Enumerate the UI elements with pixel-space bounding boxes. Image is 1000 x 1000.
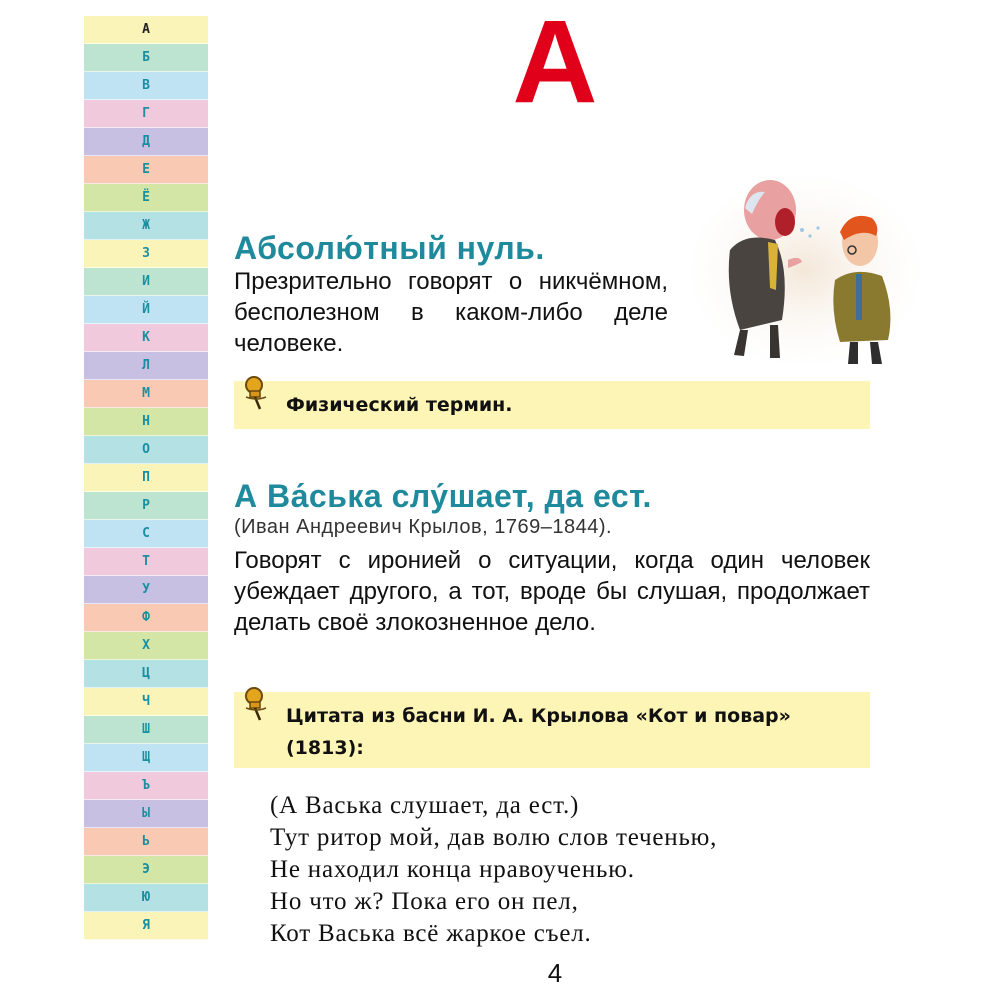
page-number: 4 (547, 958, 563, 988)
alphabet-letter: Ъ (84, 772, 208, 800)
alphabet-letter: У (84, 576, 208, 604)
alphabet-letter: Ю (84, 884, 208, 912)
alphabet-letter: А (84, 16, 208, 44)
alphabet-letter: В (84, 72, 208, 100)
note-text-1: Физический термин. (286, 394, 513, 416)
pushpin-icon (240, 375, 276, 415)
entry-title-1: Абсолю́тный нуль. (234, 230, 545, 266)
alphabet-letter: Ы (84, 800, 208, 828)
alphabet-letter: С (84, 520, 208, 548)
alphabet-letter: Э (84, 856, 208, 884)
alphabet-letter: Н (84, 408, 208, 436)
section-letter: А (512, 0, 598, 128)
pushpin-icon (240, 686, 276, 726)
note-box-1 (234, 381, 870, 429)
alphabet-index (84, 16, 208, 940)
alphabet-letter: Т (84, 548, 208, 576)
alphabet-letter: Б (84, 44, 208, 72)
poem-line: Кот Васька всё жаркое съел. (270, 920, 592, 947)
illustration-arguing-men (690, 170, 920, 370)
alphabet-letter: К (84, 324, 208, 352)
alphabet-letter: Ч (84, 688, 208, 716)
alphabet-letter: Х (84, 632, 208, 660)
entry-author-2: (Иван Андреевич Крылов, 1769–1844). (234, 516, 613, 538)
alphabet-letter: Я (84, 912, 208, 940)
alphabet-letter: Ш (84, 716, 208, 744)
poem-line: Но что ж? Пока его он пел, (270, 888, 579, 915)
alphabet-letter: П (84, 464, 208, 492)
entry-text-2: Говорят с иронией о ситуации, когда один человек убеждает другого, а тот, вроде бы слушая, продолжает делать своё злокозненное дело. (234, 547, 870, 636)
alphabet-letter: О (84, 436, 208, 464)
poem-line: (А Васька слушает, да ест.) (270, 792, 580, 819)
alphabet-letter: Ц (84, 660, 208, 688)
poem-line: Тут ритор мой, дав волю слов теченью, (270, 824, 718, 851)
note-text-2: Цитата из басни И. А. Крылова «Кот и повар» (1813): (286, 705, 791, 759)
poem-quote (270, 790, 717, 950)
alphabet-letter: Щ (84, 744, 208, 772)
alphabet-letter: Ё (84, 184, 208, 212)
alphabet-letter: Е (84, 156, 208, 184)
alphabet-letter: З (84, 240, 208, 268)
alphabet-letter: Й (84, 296, 208, 324)
poem-line: Не находил конца нравоученью. (270, 856, 635, 883)
alphabet-letter: И (84, 268, 208, 296)
alphabet-letter: Л (84, 352, 208, 380)
entry-title-2: А Ва́ська слу́шает, да ест. (234, 478, 652, 514)
alphabet-letter: М (84, 380, 208, 408)
note-box-2 (234, 692, 870, 768)
entry-text-1: Презрительно говорят о никчёмном, бесполезном в каком-либо деле человеке. (234, 268, 668, 357)
alphabet-letter: Ф (84, 604, 208, 632)
alphabet-letter: Ж (84, 212, 208, 240)
alphabet-letter: Г (84, 100, 208, 128)
alphabet-letter: Р (84, 492, 208, 520)
alphabet-letter: Д (84, 128, 208, 156)
alphabet-letter: Ь (84, 828, 208, 856)
